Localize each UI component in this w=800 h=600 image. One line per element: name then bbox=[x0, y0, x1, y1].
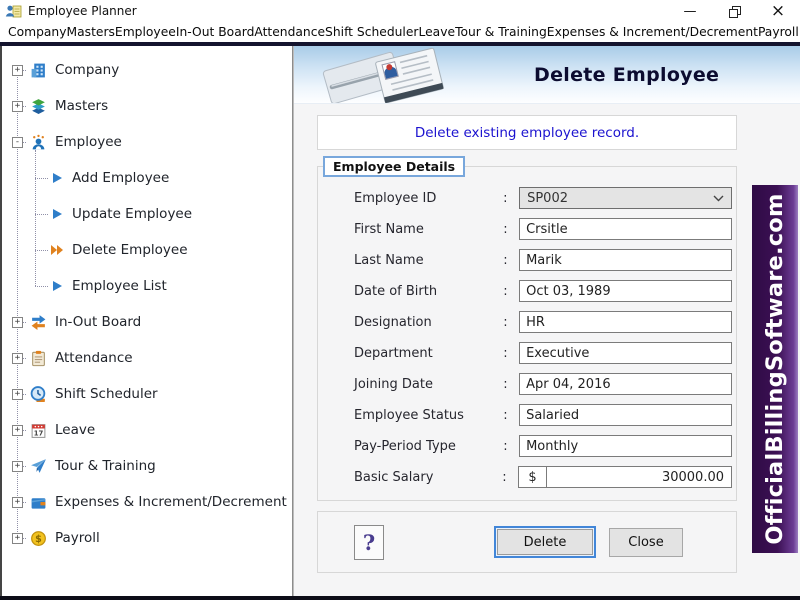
sidebar-item-tour-training[interactable] bbox=[2, 448, 292, 484]
masters-icon bbox=[30, 98, 47, 115]
form-row-department bbox=[354, 342, 732, 364]
info-message: Delete existing employee record. bbox=[317, 115, 737, 150]
sidebar-item-employee-list[interactable] bbox=[2, 268, 292, 304]
form-row-employee-id bbox=[354, 187, 732, 209]
delete-button[interactable]: Delete bbox=[497, 529, 593, 555]
employee-id-dropdown[interactable] bbox=[519, 187, 732, 209]
company-icon bbox=[30, 62, 47, 79]
menu-shift-scheduler[interactable]: Shift Scheduler bbox=[325, 25, 419, 39]
sidebar-item-label: Delete Employee bbox=[72, 242, 188, 258]
field-colon: : bbox=[503, 407, 508, 423]
tree-arrow-icon bbox=[51, 208, 64, 220]
employee-details-group bbox=[317, 159, 737, 501]
employee-id-value: SP002 bbox=[527, 190, 568, 206]
field-colon: : bbox=[503, 283, 508, 299]
tree-arrow-icon bbox=[51, 280, 64, 292]
page-header bbox=[294, 46, 800, 104]
field-label: First Name bbox=[354, 221, 424, 237]
banner-text: OfficialBillingSoftware.com bbox=[762, 193, 788, 545]
field-label: Basic Salary bbox=[354, 469, 434, 485]
expand-plus-icon[interactable]: + bbox=[12, 389, 23, 400]
field-colon: : bbox=[503, 190, 508, 206]
first-name-field[interactable] bbox=[519, 218, 732, 240]
expand-plus-icon[interactable]: + bbox=[12, 497, 23, 508]
tree-arrow-icon bbox=[51, 172, 64, 184]
expand-plus-icon[interactable]: + bbox=[12, 425, 23, 436]
sidebar-item-label: Tour & Training bbox=[55, 458, 156, 474]
joining-date-field[interactable] bbox=[519, 373, 732, 395]
navigation-tree bbox=[2, 46, 293, 596]
sidebar-item-delete-employee[interactable] bbox=[2, 232, 292, 268]
chevron-down-icon bbox=[713, 195, 724, 202]
window-bottom-edge bbox=[0, 596, 800, 600]
sidebar-item-add-employee[interactable] bbox=[2, 160, 292, 196]
restore-icon bbox=[729, 6, 740, 17]
menu-tour-training[interactable]: Tour & Training bbox=[455, 25, 547, 39]
designation-field[interactable] bbox=[519, 311, 732, 333]
attendance-icon bbox=[30, 350, 47, 367]
sidebar-item-employee[interactable] bbox=[2, 124, 292, 160]
field-label: Joining Date bbox=[354, 376, 433, 392]
window-title: Employee Planner bbox=[28, 4, 137, 18]
menu-leave[interactable]: Leave bbox=[418, 25, 456, 39]
close-button[interactable]: Close bbox=[609, 528, 683, 557]
tour-training-icon bbox=[30, 458, 47, 475]
expand-plus-icon[interactable]: + bbox=[12, 461, 23, 472]
field-colon: : bbox=[503, 314, 508, 330]
field-colon: : bbox=[503, 376, 508, 392]
field-colon: : bbox=[503, 345, 508, 361]
form-row-pay-period-type bbox=[354, 435, 732, 457]
expand-plus-icon[interactable]: + bbox=[12, 353, 23, 364]
sidebar-item-label: Attendance bbox=[55, 350, 133, 366]
menu-payroll[interactable]: Payroll bbox=[757, 25, 799, 39]
sidebar-item-company[interactable] bbox=[2, 52, 292, 88]
last-name-field[interactable] bbox=[519, 249, 732, 271]
sidebar-item-label: Company bbox=[55, 62, 120, 78]
sidebar-item-in-out-board[interactable] bbox=[2, 304, 292, 340]
shift-scheduler-icon bbox=[30, 386, 47, 403]
vertical-ad-banner[interactable] bbox=[752, 185, 798, 553]
form-row-designation bbox=[354, 311, 732, 333]
page-title: Delete Employee bbox=[534, 63, 720, 86]
employee-status-field[interactable] bbox=[519, 404, 732, 426]
expenses-icon bbox=[30, 494, 47, 511]
close-window-button[interactable]: × bbox=[770, 1, 786, 21]
field-label: Pay-Period Type bbox=[354, 438, 456, 454]
sidebar-item-label: Add Employee bbox=[72, 170, 170, 186]
help-button[interactable]: ? bbox=[354, 525, 384, 560]
minimize-button[interactable]: — bbox=[683, 3, 697, 19]
expand-plus-icon[interactable]: + bbox=[12, 533, 23, 544]
field-label: Designation bbox=[354, 314, 432, 330]
field-label: Employee ID bbox=[354, 190, 437, 206]
expand-plus-icon[interactable]: + bbox=[12, 101, 23, 112]
button-bar bbox=[317, 511, 737, 573]
sidebar-item-label: Shift Scheduler bbox=[55, 386, 158, 402]
sidebar-item-label: Masters bbox=[55, 98, 109, 114]
date-of-birth-field[interactable] bbox=[519, 280, 732, 302]
sidebar-item-leave[interactable] bbox=[2, 412, 292, 448]
menu-masters[interactable]: Masters bbox=[66, 25, 115, 39]
menu-employee[interactable]: Employee bbox=[114, 25, 176, 39]
leave-icon bbox=[30, 422, 47, 439]
pay-period-type-field[interactable] bbox=[519, 435, 732, 457]
delete-button-focus-ring bbox=[494, 526, 596, 558]
form-row-employee-status bbox=[354, 404, 732, 426]
notebook-pen-art bbox=[304, 47, 479, 103]
currency-symbol: $ bbox=[518, 466, 546, 488]
sidebar-item-update-employee[interactable] bbox=[2, 196, 292, 232]
restore-button[interactable] bbox=[712, 0, 756, 22]
menu-expenses-increment-decrement[interactable]: Expenses & Increment/Decrement bbox=[546, 25, 758, 39]
menu-bar bbox=[0, 22, 800, 42]
expand-plus-icon[interactable]: + bbox=[12, 317, 23, 328]
group-title: Employee Details bbox=[323, 156, 465, 177]
expand-plus-icon[interactable]: + bbox=[12, 65, 23, 76]
sidebar-item-label: Update Employee bbox=[72, 206, 193, 222]
payroll-icon bbox=[30, 530, 47, 547]
form-row-first-name bbox=[354, 218, 732, 240]
field-label: Date of Birth bbox=[354, 283, 438, 299]
payroll-icon-symbol: $ bbox=[35, 533, 42, 545]
menu-company[interactable]: Company bbox=[8, 25, 67, 39]
collapse-minus-icon[interactable]: - bbox=[12, 137, 23, 148]
sidebar-item-label: Employee bbox=[55, 134, 122, 150]
form-row-basic-salary bbox=[354, 466, 732, 488]
field-colon: : bbox=[503, 221, 508, 237]
field-label: Last Name bbox=[354, 252, 424, 268]
form-row-joining-date bbox=[354, 373, 732, 395]
field-colon: : bbox=[503, 438, 508, 454]
app-logo-icon bbox=[5, 3, 22, 19]
tree-double-arrow-icon bbox=[51, 244, 64, 256]
sidebar-item-expenses[interactable] bbox=[2, 484, 292, 520]
form-row-date-of-birth bbox=[354, 280, 732, 302]
employee-icon bbox=[30, 134, 47, 151]
basic-salary-field[interactable] bbox=[546, 466, 732, 488]
menu-in-out-board[interactable]: In-Out Board bbox=[175, 25, 255, 39]
sidebar-item-label: In-Out Board bbox=[55, 314, 142, 330]
sidebar-item-label: Payroll bbox=[55, 530, 100, 546]
sidebar-item-label: Expenses & Increment/Decrement bbox=[55, 494, 287, 510]
field-label: Department bbox=[354, 345, 433, 361]
sidebar-item-attendance[interactable] bbox=[2, 340, 292, 376]
field-colon: : bbox=[503, 252, 508, 268]
form-row-last-name bbox=[354, 249, 732, 271]
sidebar-item-shift-scheduler[interactable] bbox=[2, 376, 292, 412]
department-field[interactable] bbox=[519, 342, 732, 364]
sidebar-item-payroll[interactable] bbox=[2, 520, 292, 556]
sidebar-item-label: Leave bbox=[55, 422, 96, 438]
in-out-icon bbox=[30, 314, 47, 331]
leave-icon-number: 17 bbox=[33, 429, 44, 438]
main-panel bbox=[293, 46, 800, 596]
field-colon: : bbox=[502, 469, 507, 485]
menu-attendance[interactable]: Attendance bbox=[254, 25, 326, 39]
field-label: Employee Status bbox=[354, 407, 464, 423]
sidebar-item-masters[interactable] bbox=[2, 88, 292, 124]
title-bar bbox=[0, 0, 800, 22]
sidebar-item-label: Employee List bbox=[72, 278, 167, 294]
